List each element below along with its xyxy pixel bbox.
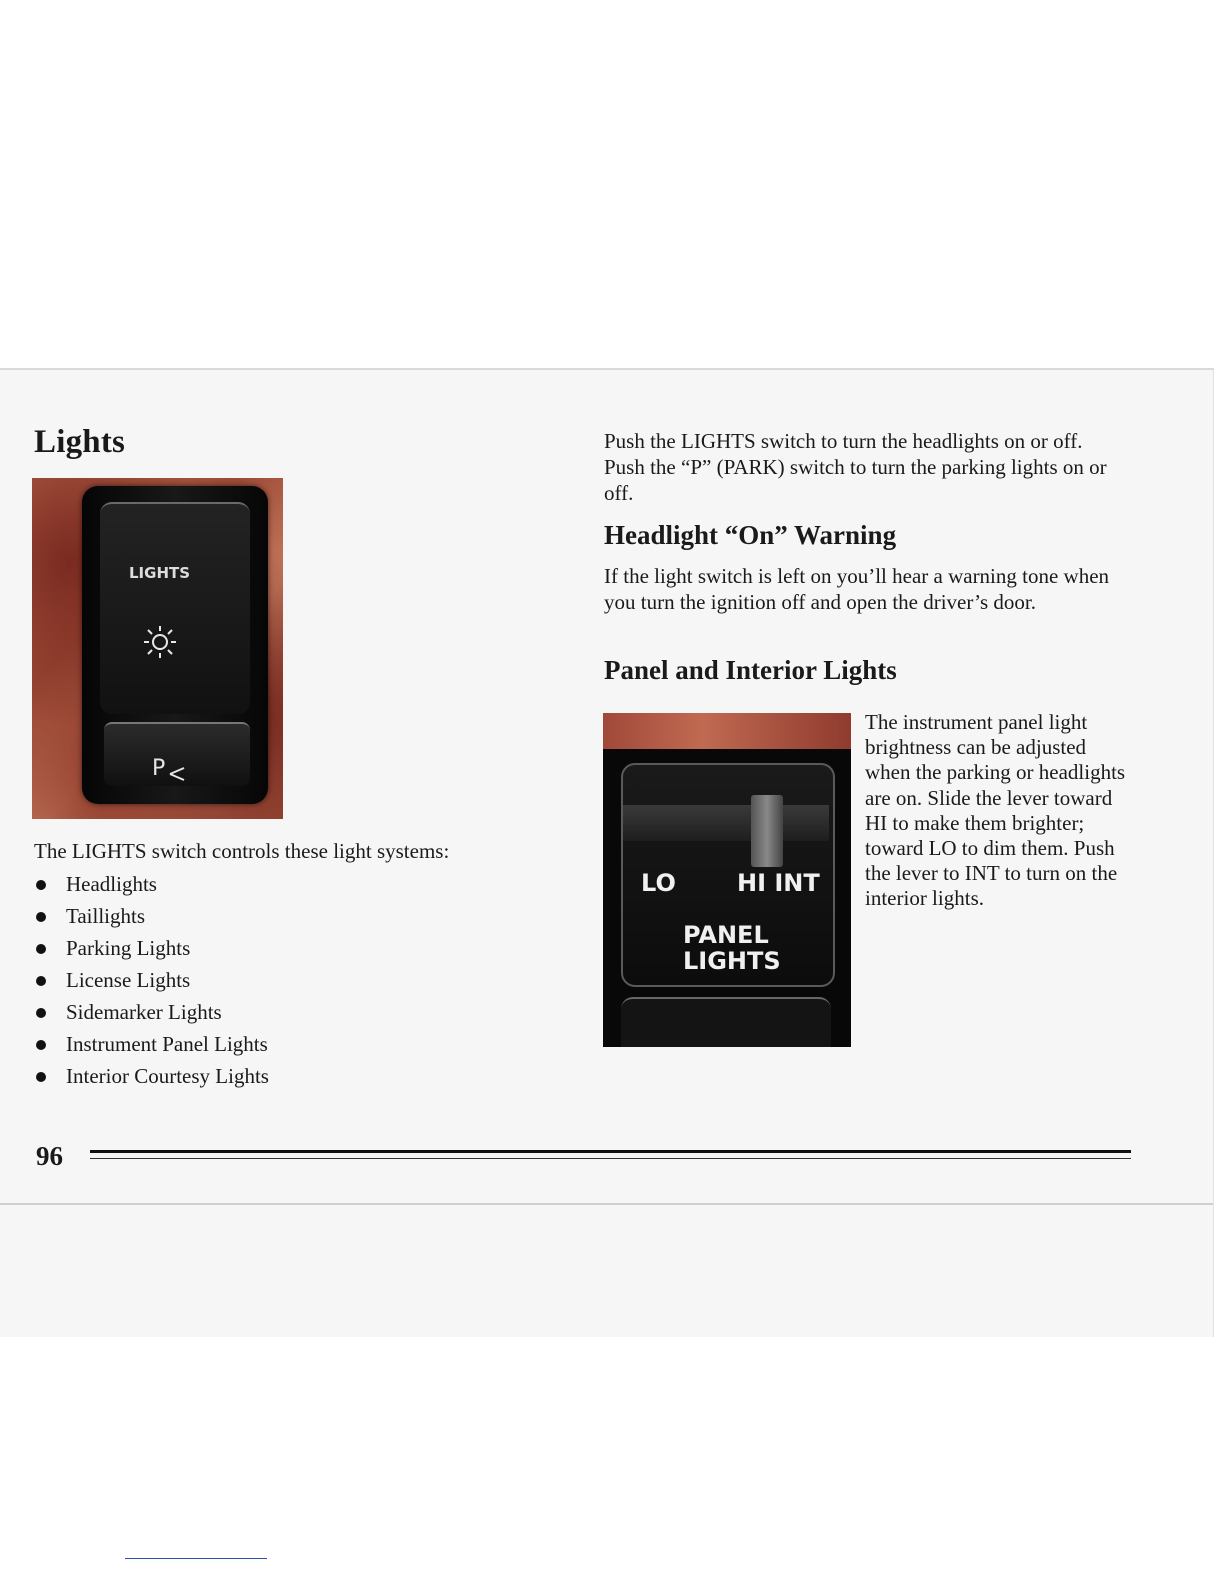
lower-switch xyxy=(621,997,831,1047)
list-item: Parking Lights xyxy=(34,932,269,964)
footer-rule-thin xyxy=(90,1158,1131,1159)
lo-label: LO xyxy=(641,869,676,897)
list-item: Instrument Panel Lights xyxy=(34,1028,269,1060)
list-item: Headlights xyxy=(34,868,269,900)
band-divider xyxy=(0,1203,1213,1205)
park-label: P xyxy=(152,756,166,781)
list-item: Taillights xyxy=(34,900,269,932)
list-item: License Lights xyxy=(34,964,269,996)
footer-rule xyxy=(90,1150,1131,1153)
push-instructions: Push the LIGHTS switch to turn the headlights on or off. Push the “P” (PARK) switch to turn the parking lights on or off. xyxy=(604,429,1107,505)
slider-lever xyxy=(751,795,783,867)
panel-heading: Panel and Interior Lights xyxy=(604,655,897,685)
panel-lights-photo xyxy=(603,713,851,1047)
footer-link-line xyxy=(125,1558,267,1559)
parking-light-icon xyxy=(168,766,186,782)
hi-int-label: HI INT xyxy=(737,869,820,897)
warning-text: If the light switch is left on you’ll hear a warning tone when you turn the ignition off and open the driver’s door. xyxy=(604,564,1110,614)
headlight-icon xyxy=(142,624,178,660)
light-systems-list xyxy=(34,868,269,1092)
panel-label-line1: PANEL xyxy=(683,921,769,949)
wood-trim xyxy=(603,713,851,749)
section-title: Lights xyxy=(34,424,126,460)
panel-label-line2: LIGHTS xyxy=(683,947,781,975)
lights-switch-photo xyxy=(32,478,283,819)
list-item: Sidemarker Lights xyxy=(34,996,269,1028)
list-item: Interior Courtesy Lights xyxy=(34,1060,269,1092)
intro-text: The LIGHTS switch controls these light systems: xyxy=(34,839,450,863)
warning-heading: Headlight “On” Warning xyxy=(604,520,897,550)
lights-button xyxy=(100,502,250,714)
page-number: 96 xyxy=(36,1141,63,1171)
switch-lights-label: LIGHTS xyxy=(129,564,191,582)
slider-track xyxy=(623,805,829,841)
panel-text: The instrument panel light brightness can be adjusted when the parking or headlights are on. Slide the lever toward HI to make them brighter; toward LO to dim them. Push the lever to INT to turn on the interior lights. xyxy=(865,710,1126,911)
